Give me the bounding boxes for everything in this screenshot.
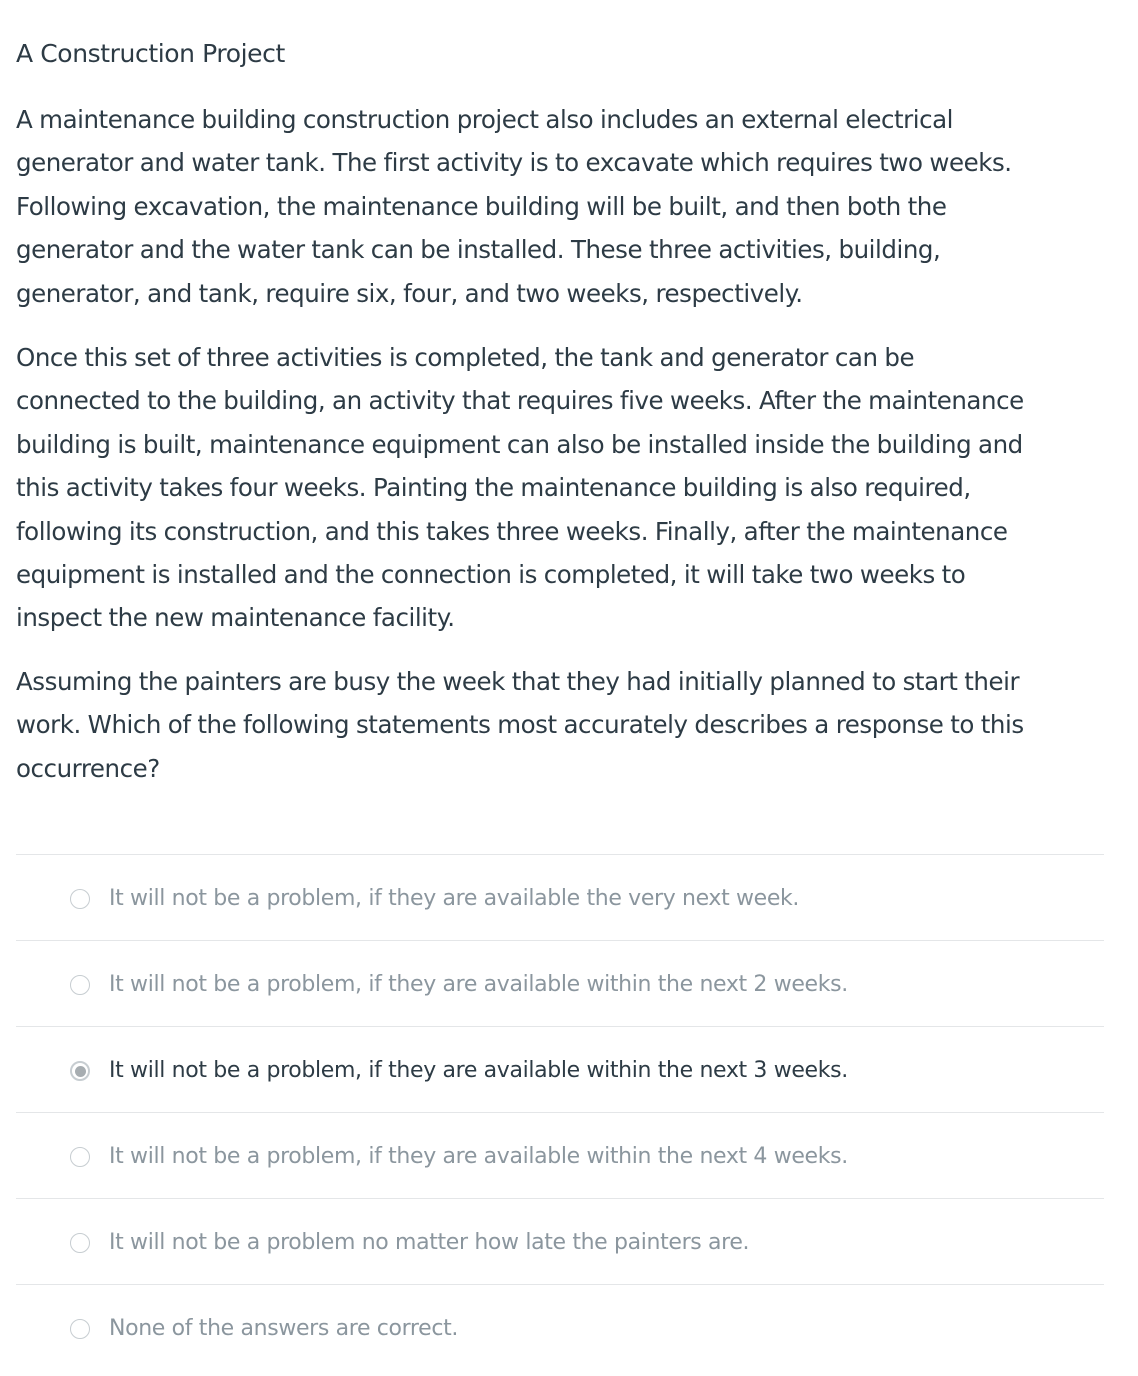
- paragraph-line: generator and water tank. The first activity is to excavate which requires two weeks.: [16, 148, 1012, 178]
- radio-button-selected[interactable]: [70, 1061, 90, 1081]
- radio-button[interactable]: [70, 889, 90, 909]
- radio-button[interactable]: [70, 1147, 90, 1167]
- paragraph-line: occurrence?: [16, 753, 160, 783]
- paragraph-line: Following excavation, the maintenance building will be built, and then both the: [16, 191, 947, 221]
- paragraph-line: this activity takes four weeks. Painting the maintenance building is also required,: [16, 473, 971, 503]
- question-title: A Construction Project: [16, 39, 285, 68]
- answer-label[interactable]: None of the answers are correct.: [109, 1316, 458, 1341]
- answer-option-4[interactable]: [16, 1112, 1104, 1198]
- question-paragraph-2: [16, 336, 1122, 640]
- answer-list: [16, 854, 1104, 1370]
- radio-button[interactable]: [70, 1233, 90, 1253]
- answer-option-3[interactable]: [16, 1026, 1104, 1112]
- paragraph-line: generator, and tank, require six, four, and two weeks, respectively.: [16, 278, 803, 308]
- paragraph-line: work. Which of the following statements most accurately describes a response to this: [16, 710, 1024, 740]
- paragraph-line: connected to the building, an activity that requires five weeks. After the maintenance: [16, 386, 1024, 416]
- answer-label[interactable]: It will not be a problem, if they are available within the next 4 weeks.: [109, 1144, 848, 1169]
- answer-label[interactable]: It will not be a problem, if they are available within the next 3 weeks.: [109, 1058, 848, 1083]
- answer-label[interactable]: It will not be a problem, if they are available the very next week.: [109, 886, 800, 911]
- paragraph-line: equipment is installed and the connection is completed, it will take two weeks to: [16, 560, 966, 590]
- question-paragraph-1: [16, 98, 1122, 315]
- answer-label[interactable]: It will not be a problem, if they are available within the next 2 weeks.: [109, 972, 848, 997]
- radio-button[interactable]: [70, 975, 90, 995]
- radio-button[interactable]: [70, 1319, 90, 1339]
- paragraph-line: building is built, maintenance equipment can also be installed inside the building and: [16, 429, 1023, 459]
- answer-option-6[interactable]: [16, 1284, 1104, 1370]
- paragraph-line: inspect the new maintenance facility.: [16, 603, 455, 633]
- answer-option-1[interactable]: [16, 854, 1104, 940]
- paragraph-line: Assuming the painters are busy the week that they had initially planned to start their: [16, 667, 1020, 696]
- question-paragraph-3: [16, 660, 1122, 790]
- paragraph-line: Once this set of three activities is completed, the tank and generator can be: [16, 343, 915, 372]
- answer-option-2[interactable]: [16, 940, 1104, 1026]
- paragraph-line: generator and the water tank can be installed. These three activities, building,: [16, 235, 941, 265]
- answer-label[interactable]: It will not be a problem no matter how late the painters are.: [109, 1230, 750, 1255]
- answer-option-5[interactable]: [16, 1198, 1104, 1284]
- paragraph-line: A maintenance building construction project also includes an external electrical: [16, 105, 954, 134]
- paragraph-line: following its construction, and this takes three weeks. Finally, after the maintenance: [16, 516, 1008, 546]
